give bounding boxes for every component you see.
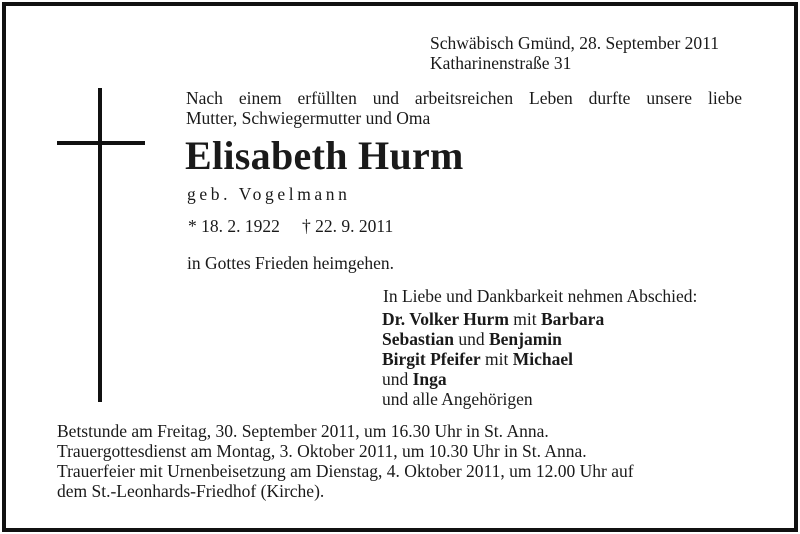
cross-vertical-bar [98,88,102,402]
mourner-conjunction: und [382,369,413,389]
place-date: Schwäbisch Gmünd, 28. September 2011 [430,33,720,53]
birth-name: geb. Vogelmann [187,184,351,204]
closing-line: in Gottes Frieden heimgehen. [187,253,395,273]
mourner-row [382,369,447,389]
mourner-name: Dr. Volker Hurm [382,309,509,329]
mourner-name: Benjamin [488,329,562,349]
service-line: Betstunde am Freitag, 30. September 2011, um 16.30 Uhr in St. Anna. [57,421,549,441]
service-line: dem St.-Leonhards-Friedhof (Kirche). [57,481,325,501]
mourner-name: Inga [412,369,447,389]
service-line: Trauerfeier mit Urnenbeisetzung am Dienstag, 4. Oktober 2011, um 12.00 Uhr auf [57,461,634,481]
mourner-name: Sebastian [382,329,454,349]
intro-line-1: Nach einem erfüllten und arbeitsreichen Leben durfte unsere liebe [186,88,742,108]
mourner-name: Barbara [541,309,605,329]
address: Katharinenstraße 31 [430,53,572,73]
cross-horizontal-bar [57,141,145,145]
mourner-row [382,309,604,329]
mourner-row [382,329,562,349]
mourner-name: Birgit Pfeifer [382,349,481,369]
mourner-conjunction: mit [480,349,513,369]
mourners-heading: In Liebe und Dankbarkeit nehmen Abschied: [383,286,698,306]
intro-line-2: Mutter, Schwiegermutter und Oma [186,108,431,128]
birth-date: * 18. 2. 1922 [188,216,280,236]
mourner-conjunction: und [453,329,489,349]
death-date: † 22. 9. 2011 [302,216,394,236]
deceased-name: Elisabeth Hurm [185,133,464,178]
mourner-row [382,349,573,369]
service-line: Trauergottesdienst am Montag, 3. Oktober 2011, um 10.30 Uhr in St. Anna. [57,441,587,461]
mourner-conjunction: mit [508,309,541,329]
mourner-relatives: und alle Angehörigen [382,389,533,409]
mourner-name: Michael [512,349,573,369]
